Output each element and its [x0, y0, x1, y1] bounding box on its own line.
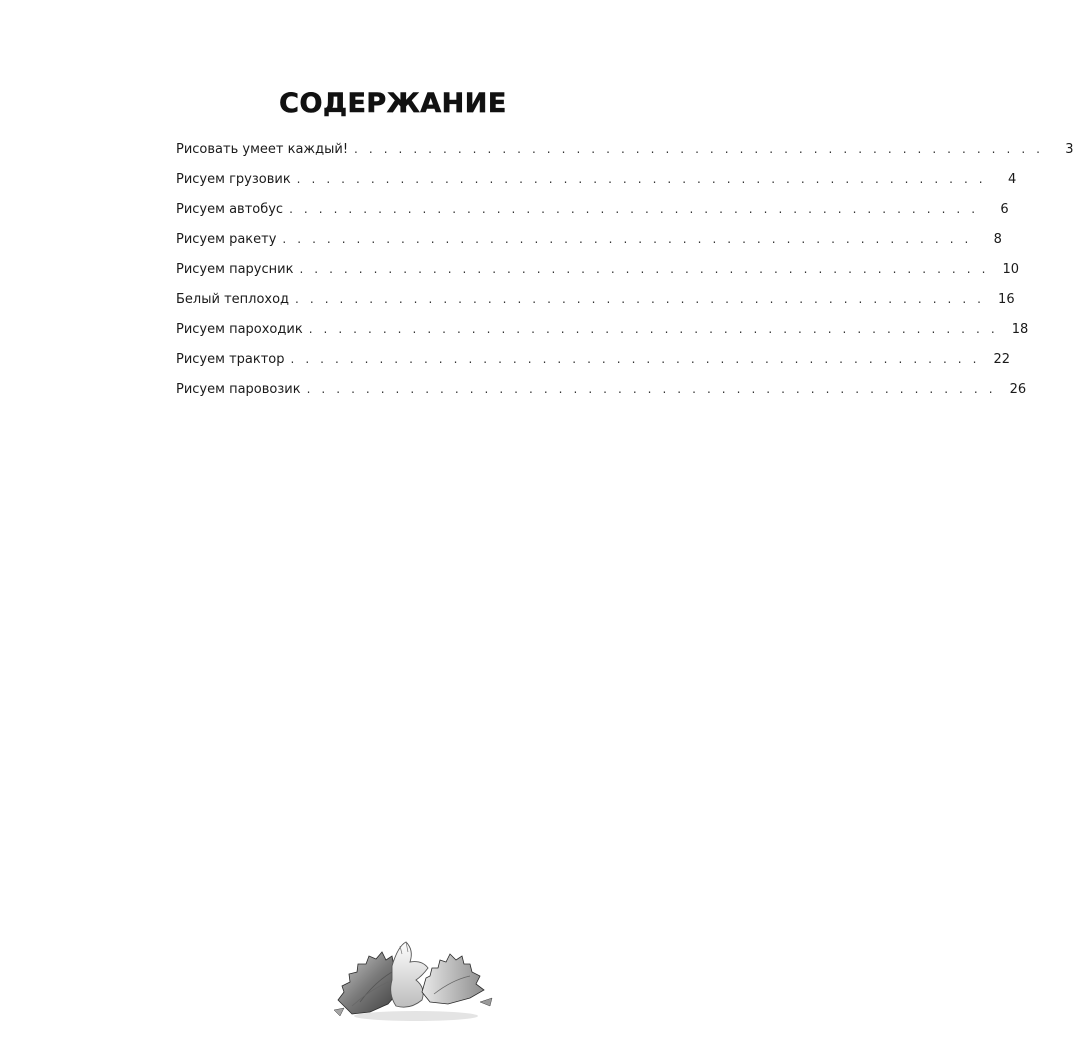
- toc-entry-label: Рисуем трактор: [176, 352, 285, 367]
- pencil-shavings-icon: [330, 932, 500, 1024]
- toc-entry: [176, 322, 1029, 352]
- toc-leader-dots: . . . . . . . . . . . . . . . . . . . . . . . . . . . . . . . . . . . . . . . . . . . . . . .: [295, 292, 985, 306]
- toc-leader-dots: . . . . . . . . . . . . . . . . . . . . . . . . . . . . . . . . . . . . . . . . . . . . . . .: [289, 202, 979, 216]
- toc-leader-dots: . . . . . . . . . . . . . . . . . . . . . . . . . . . . . . . . . . . . . . . . . . . . . . .: [299, 262, 989, 276]
- toc-entry-page: 18: [1011, 322, 1029, 337]
- toc-entry: [176, 262, 1019, 292]
- toc-entry-page: 16: [998, 292, 1015, 307]
- toc-entry: [176, 202, 1009, 232]
- toc-entry-page: 3: [1065, 142, 1074, 157]
- toc-leader-dots: . . . . . . . . . . . . . . . . . . . . . . . . . . . . . . . . . . . . . . . . . . . . . . .: [306, 382, 997, 396]
- toc-entry-label: Рисуем парусник: [176, 262, 294, 277]
- toc-entry-page: 22: [993, 352, 1011, 367]
- toc-entry: [176, 382, 1027, 412]
- toc-entry-label: Рисуем пароходик: [176, 322, 303, 337]
- toc-leader-dots: . . . . . . . . . . . . . . . . . . . . . . . . . . . . . . . . . . . . . . . . . . . . . . .: [296, 172, 987, 186]
- toc-entry-page: 26: [1009, 382, 1027, 397]
- toc-leader-dots: . . . . . . . . . . . . . . . . . . . . . . . . . . . . . . . . . . . . . . . . . . . . . . .: [282, 232, 972, 246]
- toc-entry-page: 6: [1000, 202, 1009, 217]
- toc-entry-label: Рисовать умеет каждый!: [176, 142, 349, 157]
- toc-entry: [176, 142, 1074, 172]
- toc-entry: [176, 232, 1002, 262]
- toc-entry: [176, 352, 1011, 382]
- toc-entry-label: Рисуем грузовик: [176, 172, 291, 187]
- toc-entry-label: Рисуем автобус: [176, 202, 284, 217]
- toc-entry-page: 4: [1007, 172, 1017, 187]
- toc-entry: [176, 172, 1017, 202]
- toc-entry-page: 10: [1002, 262, 1019, 277]
- toc-leader-dots: . . . . . . . . . . . . . . . . . . . . . . . . . . . . . . . . . . . . . . . . . . . . . . .: [290, 352, 981, 366]
- table-of-contents: [176, 142, 1074, 412]
- toc-leader-dots: . . . . . . . . . . . . . . . . . . . . . . . . . . . . . . . . . . . . . . . . . . . . . . .: [354, 142, 1044, 156]
- toc-entry-label: Белый теплоход: [176, 292, 290, 307]
- toc-entry-label: Рисуем ракету: [176, 232, 277, 247]
- toc-entry-label: Рисуем паровозик: [176, 382, 301, 397]
- toc-entry-page: 8: [993, 232, 1002, 247]
- toc-leader-dots: . . . . . . . . . . . . . . . . . . . . . . . . . . . . . . . . . . . . . . . . . . . . . . .: [308, 322, 999, 336]
- toc-entry: [176, 292, 1015, 322]
- page-title: СОДЕРЖАНИЕ: [279, 88, 507, 119]
